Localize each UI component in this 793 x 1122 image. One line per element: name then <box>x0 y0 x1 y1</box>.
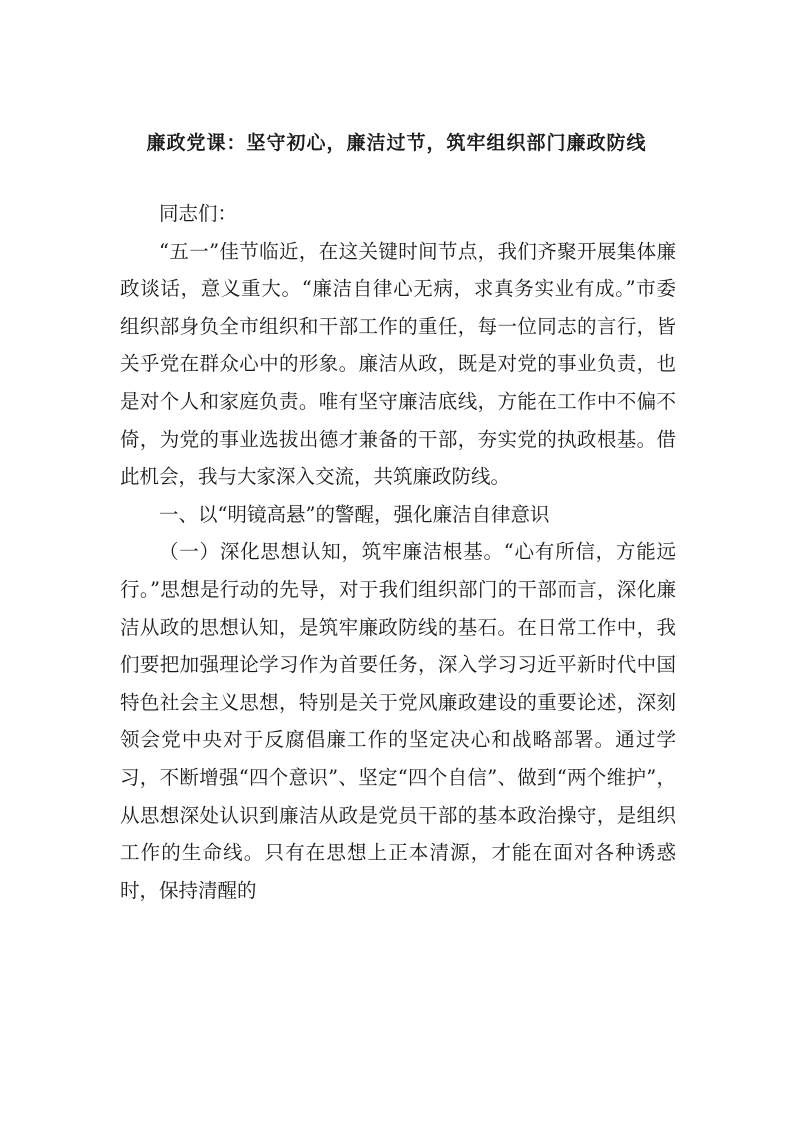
subsection-paragraph: （一）深化思想认知，筑牢廉洁根基。“心有所信，方能远行。”思想是行动的先导，对于我们组织部门的干部而言，深化廉洁从政的思想认知，是筑牢廉政防线的基石。在日常工作中，我们要把加强理论学习作为首要任务，深入学习习近平新时代中国特色社会主义思想，特别是关于党风廉政建设的重要论述，深刻领会党中央对于反腐倡廉工作的坚定决心和战略部署。通过学习，不断增强“四个意识”、坚定“四个自信”、做到“两个维护”，从思想深处认识到廉洁从政是党员干部的基本政治操守，是组织工作的生命线。只有在思想上正本清源，才能在面对各种诱惑时，保持清醒的 <box>120 540 676 902</box>
intro-paragraph: “五一”佳节临近，在这关键时间节点，我们齐聚开展集体廉政谈话，意义重大。“廉洁自律心无病，求真务实业有成。”市委组织部身负全市组织和干部工作的重任，每一位同志的言行，皆关乎党在群众心中的形象。廉洁从政，既是对党的事业负责，也是对个人和家庭负责。唯有坚守廉洁底线，方能在工作中不偏不倚，为党的事业选拔出德才兼备的干部，夯实党的执政根基。借此机会，我与大家深入交流，共筑廉政防线。 <box>120 239 676 489</box>
document-title: 廉政党课：坚守初心，廉洁过节，筑牢组织部门廉政防线 <box>146 132 647 154</box>
document-body <box>120 195 676 909</box>
salutation-paragraph: 同志们： <box>159 202 238 225</box>
section-heading: 一、以“明镜高悬”的警醒，强化廉洁自律意识 <box>159 502 550 526</box>
